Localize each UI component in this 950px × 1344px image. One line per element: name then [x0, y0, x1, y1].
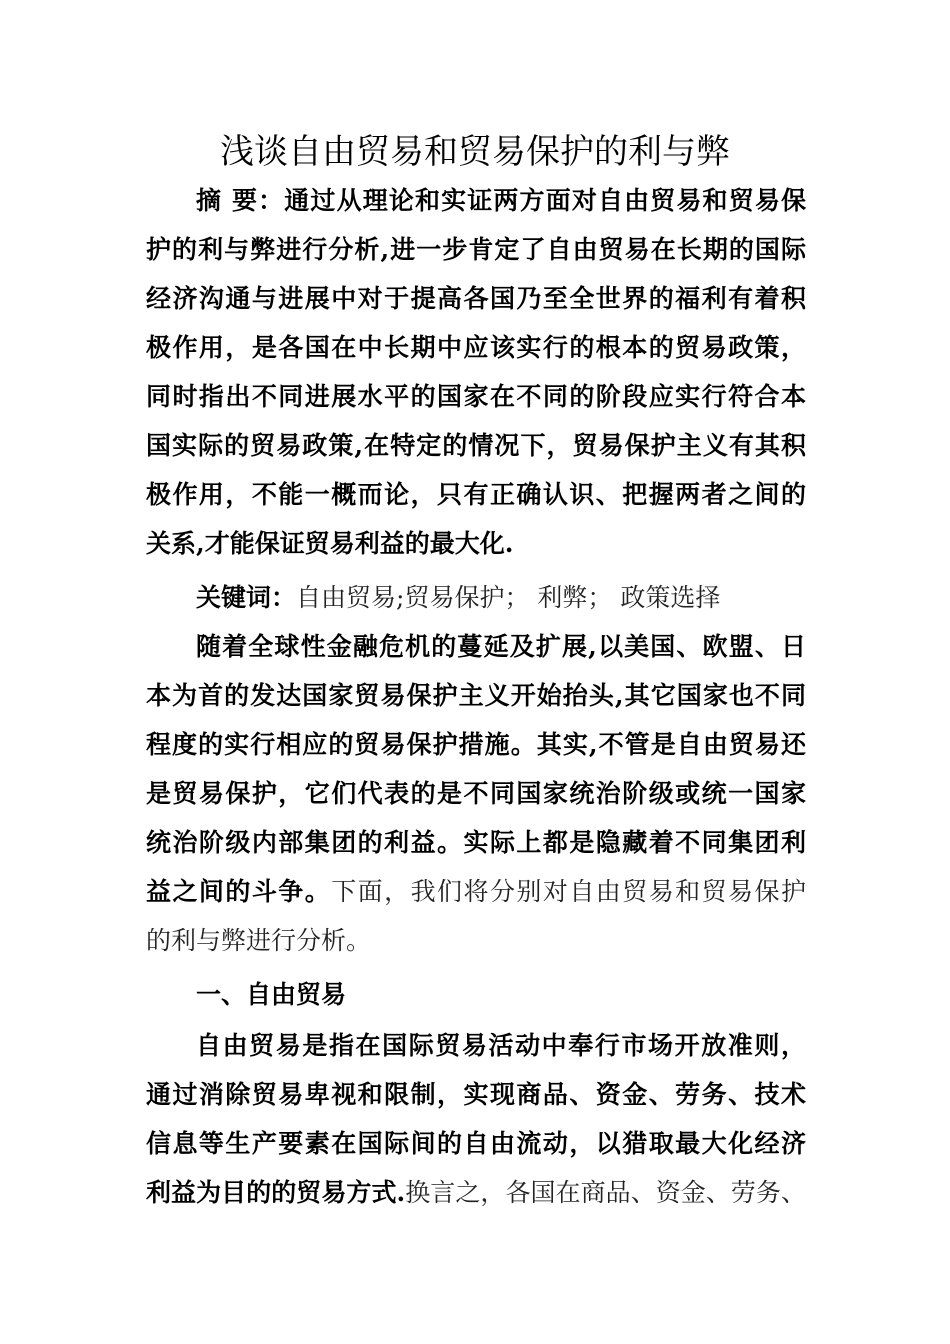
intro-line-1: 随着全球性金融危机的蔓延及扩展,以美国、欧盟、日: [196, 632, 806, 661]
abstract-line-4: 极作用，是各国在中长期中应该实行的根本的贸易政策，: [146, 333, 806, 362]
document-title: 浅谈自由贸易和贸易保护的利与弊: [220, 132, 730, 172]
intro-line-5: 统治阶级内部集团的利益。实际上都是隐藏着不同集团利: [146, 828, 806, 857]
intro-line-3: 程度的实行相应的贸易保护措施。其实,不管是自由贸易还: [146, 730, 806, 759]
abstract-line-7: 极作用，不能一概而论，只有正确认识、把握两者之间的: [146, 480, 806, 509]
abstract-line-5: 同时指出不同进展水平的国家在不同的阶段应实行符合本: [146, 382, 806, 411]
section-1-line-4-light: 换言之，各国在商品、资金、劳务、: [405, 1178, 806, 1207]
intro-paragraph: [146, 622, 806, 965]
intro-line-4: 是贸易保护，它们代表的是不同国家统治阶级或统一国家: [146, 779, 806, 808]
section-1-line-4-bold: 利益为目的的贸易方式.: [146, 1178, 406, 1207]
section-1-heading-block: [146, 970, 806, 1019]
abstract-block: [146, 176, 806, 568]
section-1-line-3: 信息等生产要素在国际间的自由流动，以猎取最大化经济: [146, 1129, 806, 1158]
intro-line-7: 的利与弊进行分析。: [146, 926, 372, 955]
section-1-line-1: 自由贸易是指在国际贸易活动中奉行市场开放准则，: [196, 1031, 806, 1060]
intro-line-6: [146, 867, 806, 916]
abstract-line-3: 经济沟通与进展中对于提高各国乃至全世界的福利有着积: [146, 284, 806, 313]
intro-line-6-light: 下面，我们将分别对自由贸易和贸易保护: [331, 877, 806, 906]
abstract-line-8: 关系,才能保证贸易利益的最大化.: [146, 529, 514, 558]
section-1-paragraph: [146, 1021, 806, 1217]
section-1-heading: 一、自由贸易: [196, 980, 347, 1009]
abstract-label: 摘 要：: [196, 186, 285, 215]
abstract-line-2: 护的利与弊进行分析,进一步肯定了自由贸易在长期的国际: [146, 235, 806, 264]
section-1-line-4: [146, 1168, 806, 1217]
keywords-label: 关键词：: [196, 583, 297, 612]
keywords-line: [146, 573, 806, 622]
keywords-text: 自由贸易;贸易保护； 利弊； 政策选择: [296, 583, 721, 612]
section-1-line-2: 通过消除贸易卑视和限制，实现商品、资金、劳务、技术: [146, 1080, 806, 1109]
abstract-line-6: 国实际的贸易政策,在特定的情况下，贸易保护主义有其积: [146, 431, 806, 460]
abstract-text: 通过从理论和实证两方面对自由贸易和贸易保: [284, 186, 806, 215]
intro-line-2: 本为首的发达国家贸易保护主义开始抬头,其它国家也不同: [146, 681, 806, 710]
abstract-line-1: [146, 176, 806, 225]
keywords-block: [146, 573, 806, 622]
intro-line-6-bold: 益之间的斗争。: [146, 877, 332, 906]
